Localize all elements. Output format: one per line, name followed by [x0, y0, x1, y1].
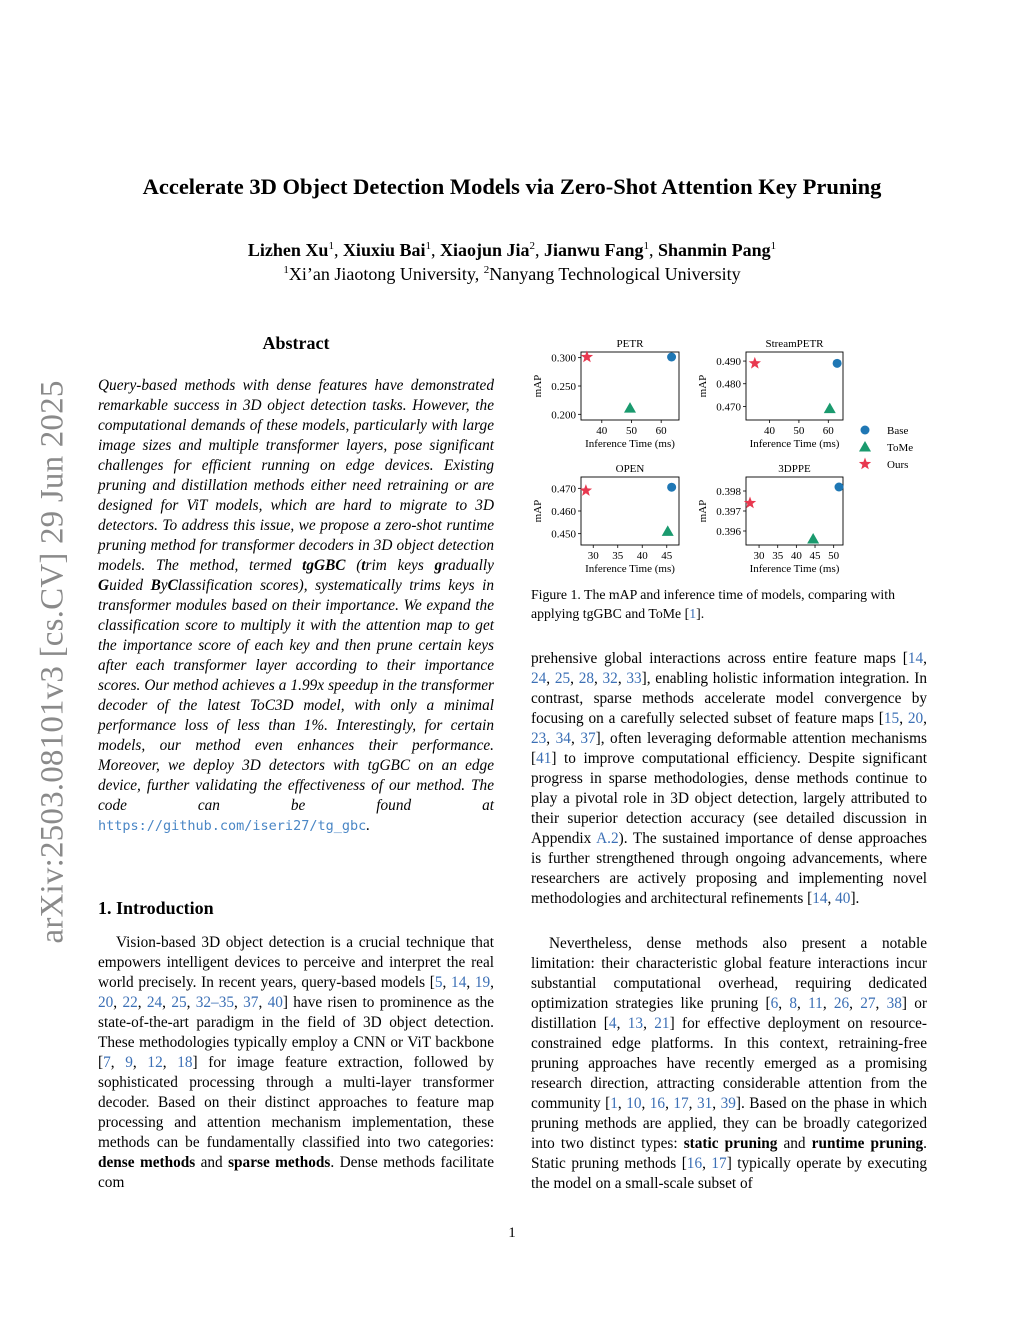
acronym-word: rim keys	[365, 557, 435, 574]
data-point-tome	[662, 525, 674, 536]
x-tick-label: 40	[596, 425, 608, 437]
acronym-word: lassification scores),	[177, 577, 316, 594]
text-segment: ,	[593, 670, 603, 687]
y-axis-label: mAP	[532, 499, 544, 523]
text-segment: ] typically operate by executing the model on a small-scale subset of	[531, 1155, 928, 1192]
x-axis-label: Inference Time (ms)	[585, 563, 675, 575]
citation-link[interactable]: 20	[98, 994, 114, 1011]
figure-1-charts	[531, 332, 927, 582]
author-affiliation-mark: 1	[770, 240, 777, 252]
affiliation-name: Nanyang Technological University	[489, 264, 741, 284]
x-tick-label: 45	[809, 550, 821, 562]
text-segment: ,	[466, 974, 475, 991]
text-segment: ,	[923, 650, 927, 667]
data-point-tome	[807, 533, 819, 544]
chart-title: StreamPETR	[765, 338, 824, 350]
citation-link[interactable]: A.2	[596, 830, 619, 847]
x-tick-label: 30	[587, 550, 599, 562]
abstract-body	[98, 376, 494, 836]
author-affiliation-mark: 2	[529, 240, 535, 252]
paper-title: Accelerate 3D Object Detection Models via Zero-Shot Attention Key Pruning	[142, 174, 882, 199]
citation-link[interactable]: 8	[789, 995, 798, 1012]
citation-link[interactable]: 5	[434, 974, 443, 991]
data-point-base	[833, 359, 842, 368]
acronym-letter: g	[434, 557, 443, 574]
text-segment: ,	[702, 1155, 712, 1172]
author-name: Xiuxiu Bai	[342, 240, 426, 260]
citation-link[interactable]: 16	[686, 1155, 703, 1172]
y-tick-label: 0.490	[716, 356, 741, 369]
abstract-paren: (	[345, 557, 362, 574]
citation-link[interactable]: 40	[835, 890, 851, 907]
x-tick-label: 35	[772, 550, 784, 562]
affiliation-name: Xi’an Jiaotong University,	[288, 264, 480, 284]
text-segment: ,	[778, 995, 790, 1012]
x-tick-label: 40	[636, 550, 648, 562]
citation-link[interactable]: 28	[578, 670, 594, 687]
x-tick-label: 35	[612, 550, 624, 562]
x-axis-label: Inference Time (ms)	[749, 563, 840, 575]
data-point-tome	[624, 402, 636, 413]
citation-link[interactable]: 7	[103, 1054, 111, 1071]
citation-link[interactable]: 14	[812, 890, 828, 907]
data-point-base	[667, 353, 676, 362]
legend-tome-marker	[859, 441, 871, 452]
text-segment: ,	[875, 995, 887, 1012]
legend-label: ToMe	[887, 442, 914, 454]
y-tick-label: 0.200	[551, 409, 576, 422]
text-segment: ). The sustained importance of dense approaches is further strengthened through ongoing advancements, where researchers are actively proposing and implementing novel methodologies and architectural refinements [	[531, 830, 927, 907]
citation-link[interactable]: 32–35	[195, 994, 234, 1011]
citation-link[interactable]: 14	[451, 974, 467, 991]
method-name: tgGBC	[302, 557, 346, 574]
bold-term: sparse methods	[228, 1154, 331, 1171]
caption-end: ].	[696, 606, 705, 621]
x-axis-label: Inference Time (ms)	[749, 438, 840, 450]
legend-ours-marker	[859, 458, 871, 470]
text-segment: ,	[162, 994, 172, 1011]
figure-1-caption	[531, 585, 927, 623]
text-segment: ,	[641, 1095, 650, 1112]
text-segment: ,	[234, 994, 244, 1011]
y-tick-label: 0.396	[716, 526, 741, 538]
x-tick-label: 50	[793, 425, 805, 437]
citation-link[interactable]: 34	[555, 730, 571, 747]
y-tick-label: 0.397	[716, 506, 741, 518]
chart-title: OPEN	[615, 463, 645, 475]
acronym-letter: t	[361, 557, 366, 574]
text-segment: and	[777, 1135, 812, 1152]
text-segment: ,	[137, 994, 147, 1011]
citation-link[interactable]: 24	[531, 670, 547, 687]
data-point-base	[667, 483, 676, 492]
author-name: Xiaojun Jia	[439, 240, 530, 260]
citation-link[interactable]: 16	[649, 1095, 666, 1112]
y-tick-label: 0.480	[716, 378, 741, 391]
citation-link[interactable]: 22	[122, 994, 138, 1011]
chart-title: 3DPPE	[778, 463, 811, 475]
arxiv-stamp[interactable]: arXiv:2503.08101v3 [cs.CV] 29 Jun 2025	[34, 380, 71, 944]
y-tick-label: 0.450	[551, 528, 576, 541]
data-point-ours	[749, 357, 761, 369]
citation-link[interactable]: 31	[696, 1095, 713, 1112]
text-segment: ,	[899, 710, 908, 727]
text-segment: prehensive global interactions across entire feature maps [	[531, 650, 908, 667]
code-link[interactable]: https://github.com/iseri27/tg_gbc	[98, 818, 367, 834]
author-name: Shanmin Pang	[658, 240, 771, 260]
text-segment: ,	[570, 730, 581, 747]
x-tick-label: 40	[764, 425, 776, 437]
intro-paragraph-1	[98, 933, 494, 1193]
affiliation-number: 2	[483, 264, 490, 276]
citation-link[interactable]: 1	[610, 1095, 618, 1112]
text-segment: ,	[617, 670, 627, 687]
data-point-tome	[824, 403, 836, 414]
text-segment: ]. Based on the phase in which pruning methods are applied, they can be broadly categorized into two distinct types:	[531, 1095, 928, 1152]
y-axis-label: mAP	[532, 374, 544, 398]
text-segment: ] to improve computational efficiency. Despite significant progress in sparse methodologies, dense methods continue to play a pivotal role in 3D object detection, largely attributed to their superior detection accuracy (see detailed discussion in Appendix	[531, 750, 927, 847]
bold-term: runtime pruning	[811, 1135, 924, 1152]
affiliation-number: 1	[283, 264, 289, 276]
acronym-letter: G	[98, 577, 110, 594]
citation-link[interactable]: 33	[626, 670, 642, 687]
y-axis-label: mAP	[697, 499, 709, 523]
text-segment: ] for effective deployment on resource-constrained edge platforms. In this context, retraining-free pruning approaches have recently emerged as a promising research direction, attracting considerable attention from the community [	[531, 1015, 927, 1112]
legend-base-marker	[861, 426, 870, 435]
y-tick-label: 0.300	[551, 352, 576, 365]
text-segment: ,	[132, 1054, 148, 1071]
x-tick-label: 45	[661, 550, 673, 562]
y-tick-label: 0.470	[551, 483, 576, 496]
text-segment: ,	[442, 974, 452, 991]
legend-label: Ours	[887, 459, 909, 471]
text-segment: ] or distillation [	[531, 995, 927, 1032]
abstract-heading: Abstract	[262, 333, 330, 353]
abstract-text: Query-based methods with dense features have demonstrated remarkable success in 3D object detection tasks. However, the computational demands of these models, particularly with large image sizes and multiple transformer layers, pose significant challenges for efficient running on edge devices. Existing pruning and distillation methods either need retraining or are designed for ViT models, which are hard to migrate to 3D detectors. To address this issue, we propose a zero-shot runtime pruning method for transformer decoders in 3D object detection models. The method, termed	[98, 377, 494, 574]
text-segment: . Static pruning methods [	[531, 1135, 927, 1172]
citation-link[interactable]: 6	[770, 995, 779, 1012]
text-segment: ,	[546, 670, 555, 687]
data-point-ours	[580, 484, 592, 496]
text-segment: ,	[827, 890, 836, 907]
abstract-text-2: systematically trims keys in transformer modules based on their importance. We expand the classification score to multiply it with the attention map to get the importance score of each key and then prune certain keys after each transformer layer according to their importance scores. Our method achieves a 1.99x speedup in the transformer decoder of the latest ToC3D model, with only a minimal performance loss of less than 1%. Interestingly, for certain models, our method even enhances their performance. Moreover, we deploy 3D detectors with tgGBC on an edge device, further validating the effectiveness of our method. The code can be found at	[98, 577, 494, 814]
text-segment: ,	[162, 1054, 178, 1071]
x-tick-label: 50	[828, 550, 840, 562]
introduction-heading: 1. Introduction	[98, 898, 214, 918]
citation-link[interactable]: 18	[177, 1054, 193, 1071]
acronym-word: uided	[109, 577, 151, 594]
x-axis-label: Inference Time (ms)	[585, 438, 675, 450]
text-segment: ,	[849, 995, 861, 1012]
author-affiliation-mark: 1	[328, 240, 334, 252]
bold-term: dense methods	[98, 1154, 196, 1171]
text-segment: ,	[113, 994, 123, 1011]
citation-link[interactable]: 17	[673, 1095, 689, 1112]
text-segment: ,	[110, 1054, 126, 1071]
x-tick-label: 40	[790, 550, 802, 562]
text-segment: ,	[688, 1095, 697, 1112]
citation-link[interactable]: 20	[907, 710, 924, 727]
citation-link[interactable]: 10	[626, 1095, 642, 1112]
data-point-base	[835, 483, 844, 492]
citation-link[interactable]: 14	[907, 650, 924, 667]
text-segment: ,	[797, 995, 809, 1012]
text-segment: ,	[186, 994, 196, 1011]
text-segment: ] for image feature extraction, followed by sophisticated processing through a multi-layer transformer decoder. Based on their distinct approaches to feature map processing and attention mechanism implementation, these methods can be fundamentally classified into two categories:	[98, 1054, 494, 1151]
author-list: Lizhen Xu$^1$, Xiuxiu Bai$^1$, Xiaojun Jia$^2$, Jianwu Fang$^1$, Shanmin Pang$^1$	[247, 240, 777, 260]
y-axis-label: mAP	[697, 374, 709, 398]
citation-link[interactable]: 24	[146, 994, 163, 1011]
page-number: 1	[508, 1225, 516, 1241]
text-segment: ,	[570, 670, 579, 687]
text-segment: Vision-based 3D object detection is a crucial technique that empowers intelligent devices to perceive and interpret the real world precisely. In recent years, query-based models [	[98, 934, 494, 991]
text-segment: ,	[923, 710, 927, 727]
citation-link[interactable]: 17	[711, 1155, 727, 1172]
citation-link[interactable]: 1	[689, 606, 697, 621]
citation-link[interactable]: 21	[654, 1015, 670, 1032]
author-affiliation-mark: 1	[643, 240, 650, 252]
author-name: Lizhen Xu	[247, 240, 329, 260]
citation-link[interactable]: 39	[720, 1095, 736, 1112]
text-segment: ,	[617, 1095, 627, 1112]
author-affiliation-mark: 1	[425, 240, 431, 252]
x-tick-label: 60	[655, 425, 667, 437]
citation-link[interactable]: 11	[808, 995, 823, 1012]
abstract-end: .	[366, 817, 371, 834]
citation-link[interactable]: 12	[147, 1054, 163, 1071]
citation-link[interactable]: 41	[536, 750, 552, 767]
citation-link[interactable]: 25	[171, 994, 187, 1011]
citation-link[interactable]: 4	[608, 1015, 617, 1032]
acronym-letter: C	[167, 577, 178, 594]
citation-link[interactable]: 9	[125, 1054, 133, 1071]
intro-paragraph-3	[531, 934, 927, 1194]
text-segment: ,	[546, 730, 556, 747]
acronym-letter: B	[150, 577, 161, 594]
text-segment: ,	[258, 994, 268, 1011]
legend-label: Base	[887, 425, 909, 437]
citation-link[interactable]: 27	[860, 995, 876, 1012]
text-segment: . Dense methods facilitate com	[98, 1154, 494, 1191]
x-tick-label: 50	[625, 425, 637, 437]
bold-term: static pruning	[683, 1135, 778, 1152]
citation-link[interactable]: 37	[580, 730, 596, 747]
text-segment: Nevertheless, dense methods also present a notable limitation: their characteristic global feature interactions incur substantial computational overhead, requiring dedicated optimization strategies like pruning [	[531, 935, 927, 1012]
y-tick-label: 0.250	[551, 381, 576, 393]
citation-link[interactable]: 15	[883, 710, 900, 727]
citation-link[interactable]: 40	[267, 994, 283, 1011]
chart-title: PETR	[616, 338, 644, 350]
text-segment: ], often leveraging deformable attention mechanisms [	[531, 730, 927, 767]
citation-link[interactable]: 32	[602, 670, 618, 687]
x-tick-label: 60	[822, 425, 834, 437]
citation-link[interactable]: 26	[833, 995, 850, 1012]
text-segment: ,	[822, 995, 834, 1012]
text-segment: ,	[712, 1095, 721, 1112]
text-segment: ] have risen to prominence as the state-of-the-art paradigm in the field of 3D object detection. These methodologies typically employ a CNN or ViT backbone [	[98, 994, 494, 1071]
citation-link[interactable]: 37	[243, 994, 259, 1011]
intro-paragraph-2	[531, 649, 927, 909]
plot-frame	[746, 477, 843, 545]
caption-text: Figure 1. The mAP and inference time of models, comparing with applying tgGBC and ToMe [	[531, 587, 896, 621]
text-segment: ], enabling holistic information integration. In contrast, sparse methods accelerate model convergence by focusing on a carefully selected subset of feature maps [	[531, 670, 927, 727]
text-segment: ,	[490, 974, 494, 991]
acronym-word: y	[160, 577, 168, 594]
citation-link[interactable]: 38	[886, 995, 902, 1012]
acronym-word: radually	[442, 557, 494, 574]
text-segment: ,	[616, 1015, 628, 1032]
affiliations	[0, 264, 1024, 285]
text-segment: and	[195, 1154, 229, 1171]
text-segment: ,	[643, 1015, 655, 1032]
text-segment: ,	[665, 1095, 674, 1112]
x-tick-label: 30	[753, 550, 765, 562]
text-segment: ].	[850, 890, 860, 907]
citation-link[interactable]: 13	[627, 1015, 644, 1032]
y-tick-label: 0.460	[551, 506, 576, 518]
citation-link[interactable]: 23	[531, 730, 547, 747]
citation-link[interactable]: 25	[554, 670, 571, 687]
y-tick-label: 0.398	[716, 486, 741, 498]
citation-link[interactable]: 19	[474, 974, 491, 991]
y-tick-label: 0.470	[716, 401, 741, 414]
author-name: Jianwu Fang	[544, 240, 644, 260]
